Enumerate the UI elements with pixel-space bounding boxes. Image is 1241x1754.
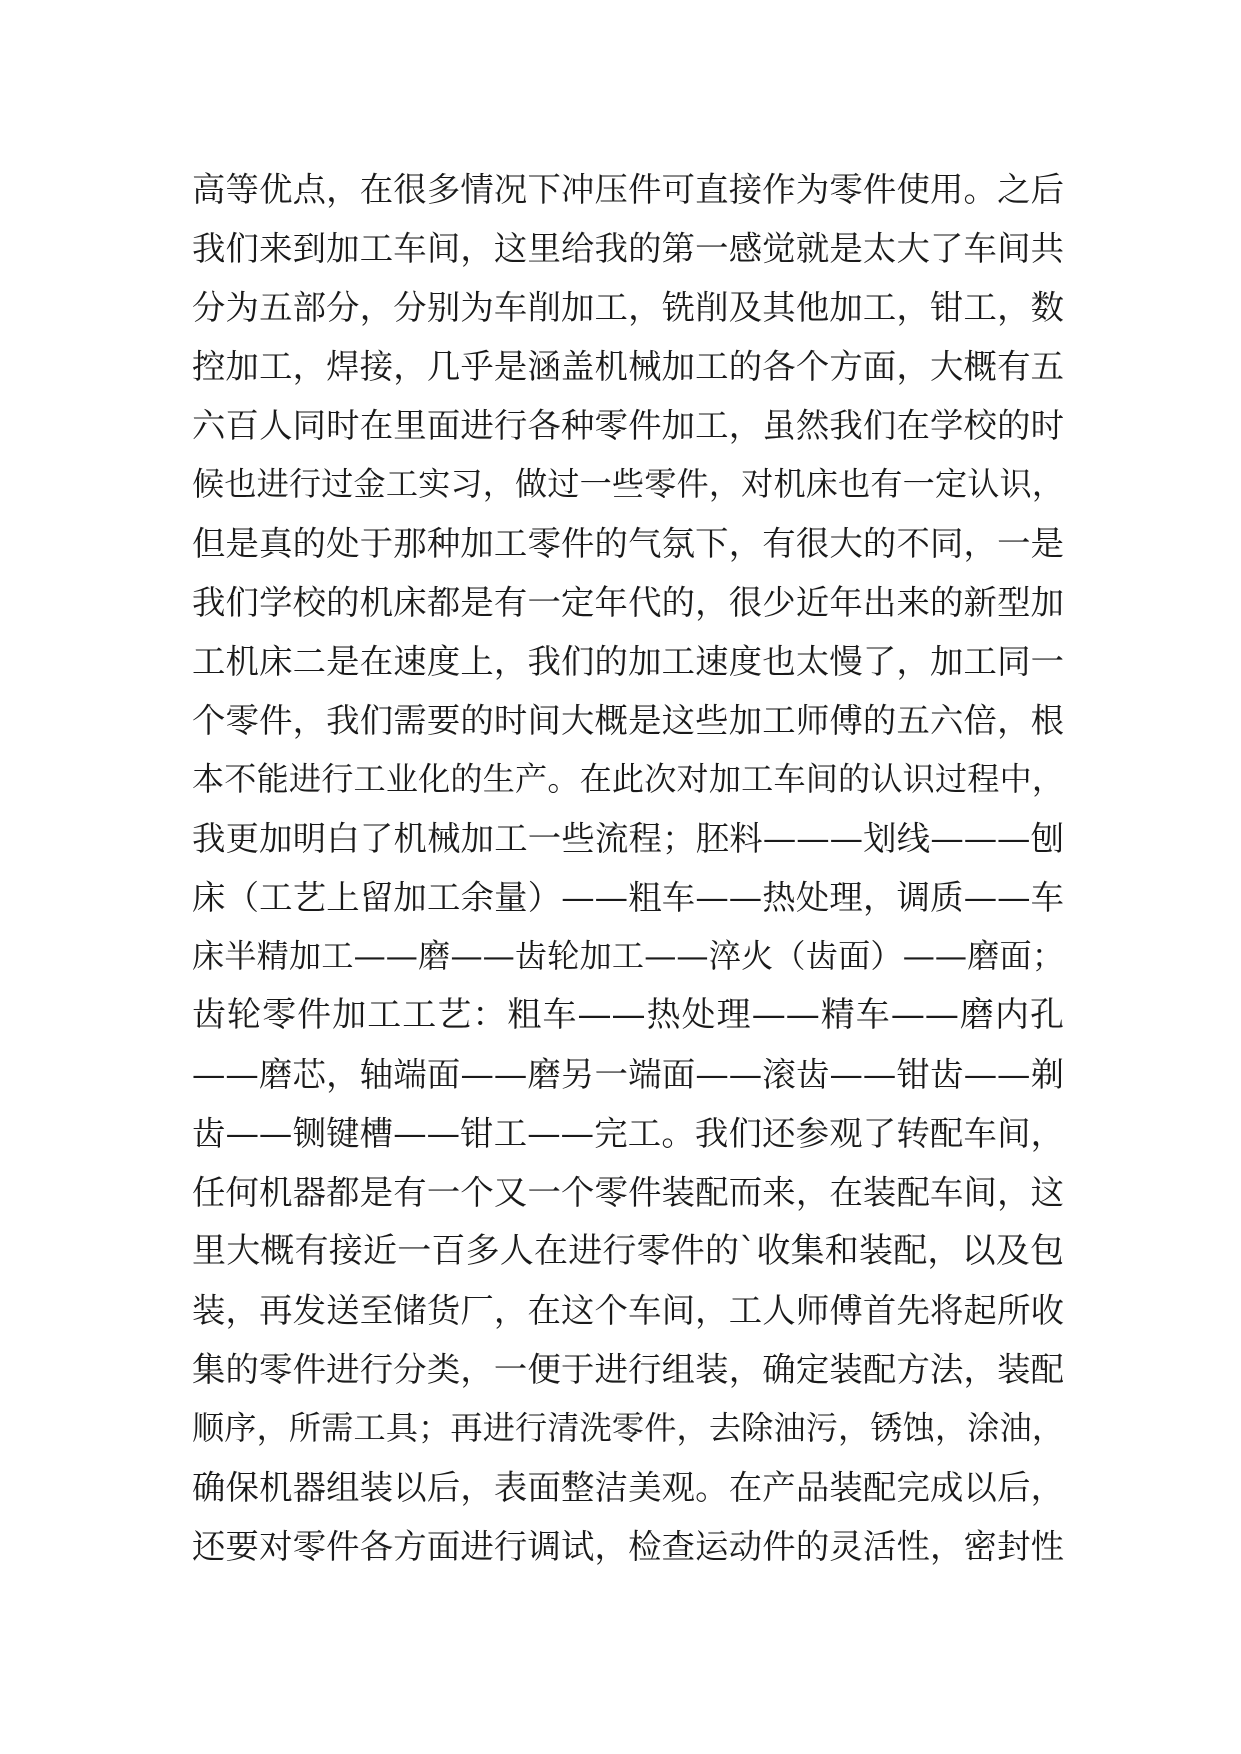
text-line: 我们来到加工车间，这里给我的第一感觉就是太大了车间共 [192,229,1064,268]
text-line: 我更加明白了机械加工一些流程；胚料———划线———刨 [192,819,1064,858]
text-line: 任何机器都是有一个又一个零件装配而来，在装配车间，这 [192,1173,1064,1212]
text-line: 床半精加工——磨——齿轮加工——淬火（齿面）——磨面； [192,937,1064,975]
text-line: 候也进行过金工实习，做过一些零件，对机床也有一定认识， [192,465,1064,503]
text-line: 控加工，焊接，几乎是涵盖机械加工的各个方面，大概有五 [192,347,1064,386]
text-line: 里大概有接近一百多人在进行零件的`收集和装配，以及包 [192,1231,1064,1271]
text-line: 分为五部分，分别为车削加工，铣削及其他加工，钳工，数 [192,288,1064,327]
text-line: 床（工艺上留加工余量）——粗车——热处理，调质——车 [192,878,1064,917]
text-line: 本不能进行工业化的生产。在此次对加工车间的认识过程中， [192,760,1064,798]
text-line: 齿——铡键槽——钳工——完工。我们还参观了转配车间， [192,1114,1064,1153]
text-line: 我们学校的机床都是有一定年代的，很少近年出来的新型加 [192,583,1064,622]
text-line: 装，再发送至储货厂，在这个车间，工人师傅首先将起所收 [192,1291,1064,1330]
text-line: 确保机器组装以后，表面整洁美观。在产品装配完成以后， [192,1468,1064,1507]
text-line: 还要对零件各方面进行调试，检查运动件的灵活性，密封性 [192,1527,1064,1566]
text-line: 高等优点，在很多情况下冲压件可直接作为零件使用。之后 [192,170,1064,209]
text-line: 个零件，我们需要的时间大概是这些加工师傅的五六倍，根 [192,701,1064,740]
body-text [192,160,1064,1576]
text-line: 集的零件进行分类，一便于进行组装，确定装配方法，装配 [192,1350,1064,1389]
text-line: 但是真的处于那种加工零件的气氛下，有很大的不同，一是 [192,524,1064,563]
text-line: 齿轮零件加工工艺：粗车——热处理——精车——磨内孔 [192,995,1064,1035]
text-line: 顺序，所需工具；再进行清洗零件，去除油污，锈蚀，涂油， [192,1409,1064,1447]
text-line: 六百人同时在里面进行各种零件加工，虽然我们在学校的时 [192,406,1064,445]
text-line: 工机床二是在速度上，我们的加工速度也太慢了，加工同一 [192,642,1064,681]
text-line: ——磨芯，轴端面——磨另一端面——滚齿——钳齿——剃 [192,1055,1064,1094]
